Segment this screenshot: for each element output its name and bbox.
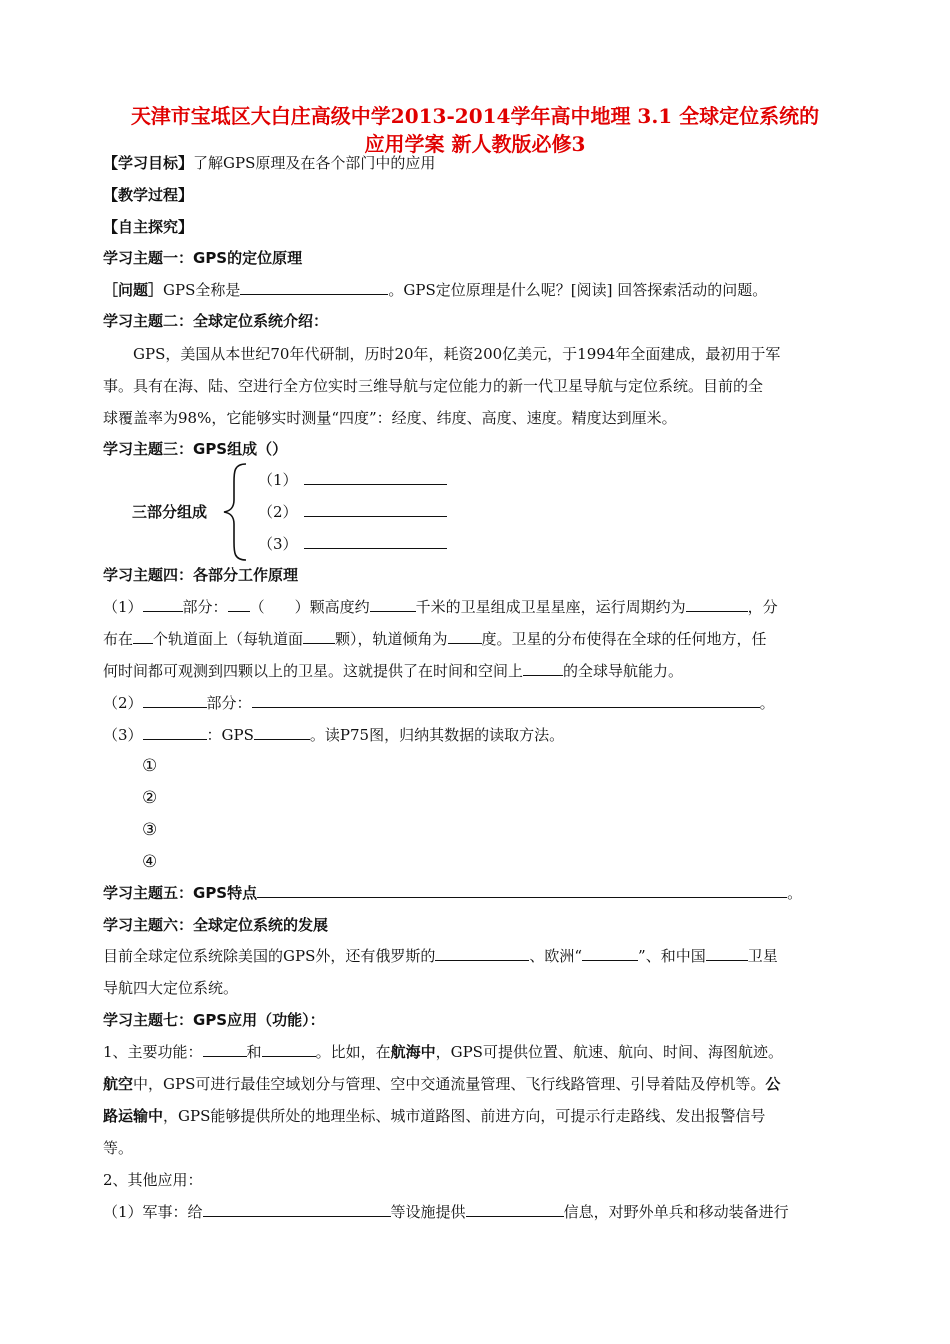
topic-3-heading: 学习主题三：GPS组成（） [103, 440, 288, 458]
answer-blank[interactable] [254, 725, 310, 740]
text: ”、和中国 [638, 947, 706, 965]
topic-7-line-1 [103, 1042, 855, 1062]
answer-blank[interactable] [304, 534, 447, 549]
answer-blank[interactable] [203, 1202, 391, 1217]
text: 部分： [182, 598, 228, 616]
topic-5-heading: 学习主题五：GPS特点 [103, 884, 258, 902]
method-item-3: ③ [142, 820, 158, 840]
text: 目前全球定位系统除美国的GPS外，还有俄罗斯的 [103, 947, 436, 965]
self-explore-label: 【自主探究】 [103, 218, 194, 236]
text: 部分： [206, 694, 252, 712]
topic-7-heading: 学习主题七：GPS应用（功能）： [103, 1011, 325, 1029]
learning-goal-text: 了解GPS原理及在各个部门中的应用 [193, 154, 436, 172]
answer-blank[interactable] [262, 1042, 316, 1057]
component-number: （1） [258, 471, 298, 489]
text: 信息，对野外单兵和移动装备进行 [563, 1203, 789, 1221]
text: 何时间都可观测到四颗以上的卫星。这就提供了在时间和空间上 [103, 662, 524, 680]
topic-6-line-1 [103, 946, 855, 966]
text: 中，GPS可进行最佳空域划分与管理、空中交通流量管理、飞行线路管理、引导着陆及停机等。 [133, 1075, 766, 1093]
topic-7-line-2 [103, 1074, 855, 1094]
document-title-line-2: 应用学案 新人教版必修3 [364, 132, 586, 156]
answer-blank[interactable] [240, 280, 388, 295]
answer-blank[interactable] [466, 1202, 564, 1217]
text: 公 [765, 1075, 781, 1093]
text: 个轨道面上（每轨道面 [153, 630, 304, 648]
text: 等设施提供 [390, 1203, 466, 1221]
text: 航海中 [390, 1043, 436, 1061]
component-item-3 [258, 534, 447, 554]
curly-brace-icon [222, 462, 248, 562]
answer-blank[interactable] [523, 661, 563, 676]
method-item-2: ② [142, 788, 158, 808]
answer-blank[interactable] [303, 629, 335, 644]
text: 卫星 [747, 947, 778, 965]
question-text-b: 。GPS定位原理是什么呢？[阅读] 回答探索活动的问题。 [388, 281, 768, 299]
topic-6-line-2: 导航四大定位系统。 [103, 979, 239, 997]
text: ）颗高度约 [294, 598, 370, 616]
topic-2-paragraph-line-2: 事。具有在海、陆、空进行全方位实时三维导航与定位能力的新一代卫星导航与定位系统。目前的全 [103, 377, 764, 395]
text: （1） [103, 598, 143, 616]
topic-2-heading: 学习主题二：全球定位系统介绍： [103, 312, 329, 330]
learning-goal-label: 【学习目标】 [103, 154, 194, 172]
learning-goal [103, 153, 855, 173]
three-parts-label: 三部分组成 [132, 503, 208, 521]
text: 路运输中 [103, 1107, 164, 1125]
answer-blank[interactable] [370, 597, 416, 612]
topic-6-heading: 学习主题六：全球定位系统的发展 [103, 916, 329, 934]
component-number: （2） [258, 503, 298, 521]
topic-2-paragraph-line-3: 球覆盖率为98%，它能够实时测量“四度”：经度、纬度、高度、速度。精度达到厘米。 [103, 409, 677, 427]
topic-4-heading: 学习主题四：各部分工作原理 [103, 566, 299, 584]
text: 的全球导航能力。 [563, 662, 684, 680]
answer-blank[interactable] [203, 1042, 247, 1057]
topic-4-line-2 [103, 629, 855, 649]
text: 、欧洲“ [529, 947, 583, 965]
question-text-a: GPS全称是 [163, 281, 241, 299]
text: ：GPS [206, 726, 254, 744]
topic-2-paragraph-line-1: GPS，美国从本世纪70年代研制，历时20年，耗资200亿美元，于1994年全面建成，最初用于军 [133, 345, 781, 363]
answer-blank[interactable] [143, 597, 183, 612]
text: 千米的卫星组成卫星星座，运行周期约为 [415, 598, 686, 616]
text: ，GPS可提供位置、航速、航向、时间、海图航迹。 [435, 1043, 783, 1061]
text: ，分 [747, 598, 778, 616]
answer-blank[interactable] [228, 597, 250, 612]
component-number: （3） [258, 535, 298, 553]
text: 航空 [103, 1075, 134, 1093]
text: 。 [759, 694, 775, 712]
text: 。读P75图，归纳其数据的读取方法。 [309, 726, 565, 744]
text: （ [249, 598, 265, 616]
answer-blank[interactable] [143, 725, 207, 740]
text: 和 [246, 1043, 262, 1061]
text: （1）军事：给 [103, 1203, 203, 1221]
answer-blank[interactable] [304, 470, 447, 485]
topic-7-line-6 [103, 1202, 855, 1222]
topic-7-line-5: 2、其他应用： [103, 1171, 203, 1189]
text: ，GPS能够提供所处的地理坐标、城市道路图、前进方向，可提示行走路线、发出报警信号 [163, 1107, 766, 1125]
topic-4-line-3 [103, 661, 855, 681]
answer-blank[interactable] [706, 946, 748, 961]
text: 布在 [103, 630, 134, 648]
answer-blank[interactable] [448, 629, 482, 644]
topic-5-line [103, 883, 855, 903]
text: 度。卫星的分布使得在全球的任何地方，任 [481, 630, 767, 648]
answer-blank[interactable] [304, 502, 447, 517]
topic-1-heading: 学习主题一：GPS的定位原理 [103, 249, 303, 267]
topic-7-line-3 [103, 1106, 855, 1126]
topic-4-line-4 [103, 693, 855, 713]
method-item-4: ④ [142, 852, 158, 872]
document-title-line-1: 天津市宝坻区大白庄高级中学2013-2014学年高中地理 3.1 全球定位系统的 [130, 104, 820, 128]
text: （3） [103, 726, 143, 744]
text: 颗），轨道倾角为 [335, 630, 448, 648]
answer-blank[interactable] [252, 693, 760, 708]
component-item-1 [258, 470, 447, 490]
answer-blank[interactable] [435, 946, 529, 961]
text: （2） [103, 694, 143, 712]
topic-7-line-4: 等。 [103, 1139, 134, 1157]
answer-blank[interactable] [133, 629, 153, 644]
answer-blank[interactable] [257, 883, 787, 898]
topic-1-question [103, 280, 855, 300]
topic-4-line-1 [103, 597, 855, 617]
text: 。比如，在 [315, 1043, 391, 1061]
topic-4-line-5 [103, 725, 855, 745]
text: 1、主要功能： [103, 1043, 203, 1061]
answer-blank[interactable] [582, 946, 638, 961]
question-label: ［问题］ [103, 281, 164, 299]
text: 。 [787, 884, 803, 902]
answer-blank[interactable] [686, 597, 748, 612]
teaching-process-label: 【教学过程】 [103, 186, 194, 204]
component-item-2 [258, 502, 447, 522]
answer-blank[interactable] [143, 693, 207, 708]
method-item-1: ① [142, 756, 158, 776]
